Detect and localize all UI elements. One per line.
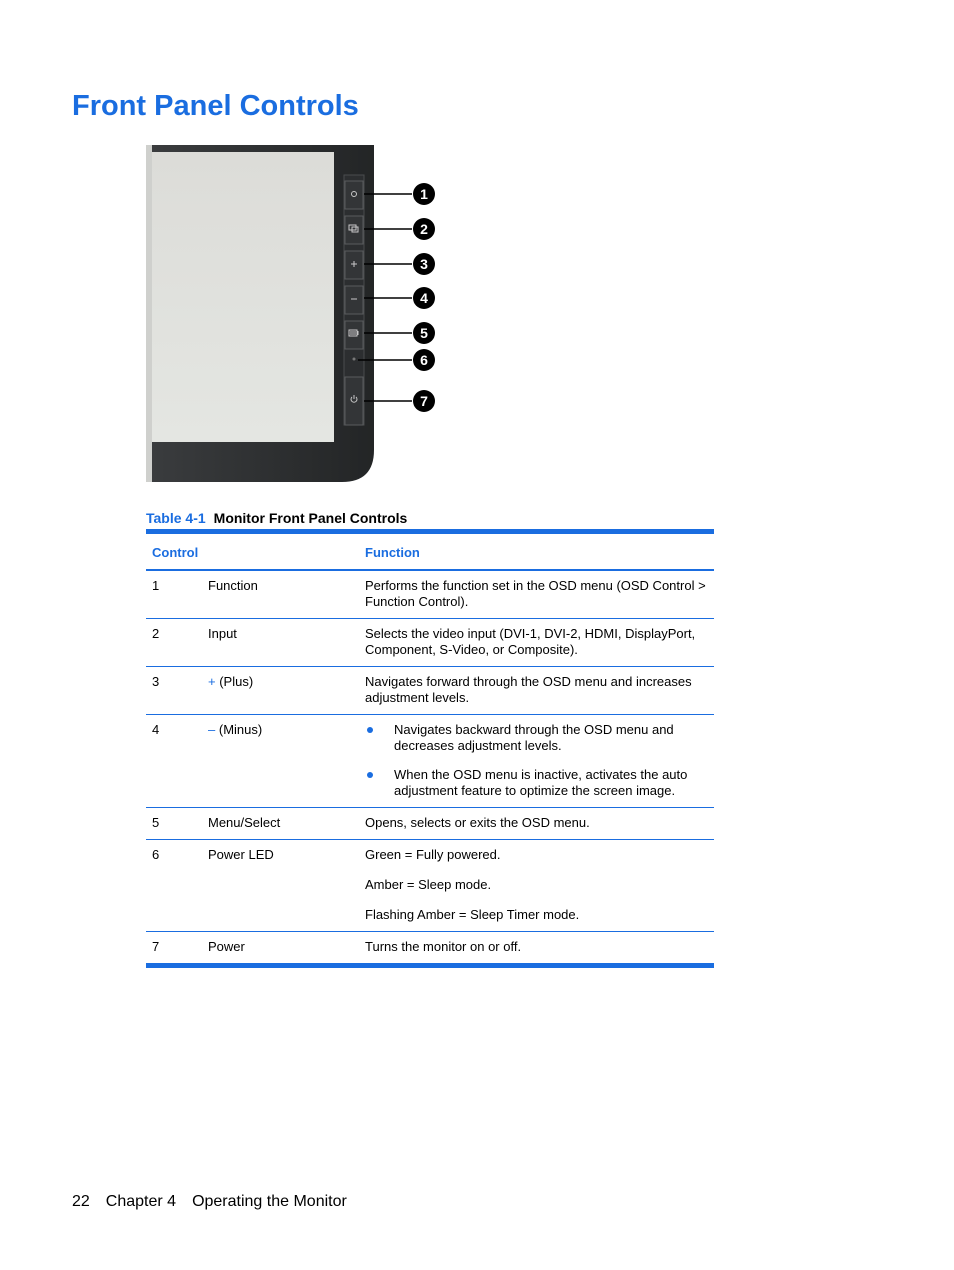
function-bullet-list xyxy=(365,722,708,799)
button-7 xyxy=(345,377,363,425)
control-name: Menu/Select xyxy=(202,808,359,840)
control-function xyxy=(359,715,714,808)
function-line: Green = Fully powered. xyxy=(365,847,501,862)
power-led-icon xyxy=(353,358,356,361)
table-header-row xyxy=(146,532,714,571)
table-caption xyxy=(146,510,407,526)
table-row xyxy=(146,570,714,619)
controls-table-wrapper xyxy=(146,529,714,968)
control-name xyxy=(202,715,359,808)
row-number: 6 xyxy=(146,840,202,932)
row-number: 4 xyxy=(146,715,202,808)
control-name: Power LED xyxy=(202,840,359,932)
header-function: Function xyxy=(359,532,714,571)
screen xyxy=(152,152,334,442)
callout-3: 3 xyxy=(420,256,428,272)
control-name-text: (Minus) xyxy=(218,722,263,737)
button-1 xyxy=(345,181,363,209)
control-function: Selects the video input (DVI-1, DVI-2, HDMI, DisplayPort, Component, S-Video, or Composite). xyxy=(359,619,714,667)
function-line: Amber = Sleep mode. xyxy=(365,877,492,892)
control-function xyxy=(359,840,714,932)
control-name: Power xyxy=(208,939,245,954)
bezel-shadow-edge xyxy=(146,145,152,482)
row-number: 1 xyxy=(146,570,202,619)
control-name xyxy=(202,667,359,715)
control-name-text: (Plus) xyxy=(219,674,254,689)
control-function: Performs the function set in the OSD menu (OSD Control > Function Control). xyxy=(359,570,714,619)
table-row xyxy=(146,619,714,667)
callout-4: 4 xyxy=(420,290,428,306)
table-row xyxy=(146,715,714,808)
row-number: 3 xyxy=(146,667,202,715)
row-number: 2 xyxy=(146,619,202,667)
row-number: 7 xyxy=(152,939,160,954)
list-item: When the OSD menu is inactive, activates the auto adjustment feature to optimize the screen image. xyxy=(365,767,708,799)
page-number: 22 xyxy=(72,1193,90,1210)
monitor-front-panel-figure xyxy=(146,145,446,485)
footer-chapter: Chapter 4 xyxy=(105,1193,177,1210)
callout-2: 2 xyxy=(420,221,428,237)
button-4 xyxy=(345,286,363,314)
table-row xyxy=(146,840,714,932)
callout-7: 7 xyxy=(420,393,428,409)
footer-chapter-title: Operating the Monitor xyxy=(192,1193,347,1210)
table-row xyxy=(146,808,714,840)
function-line: Flashing Amber = Sleep Timer mode. xyxy=(365,907,580,922)
list-item: Navigates backward through the OSD menu and decreases adjustment levels. xyxy=(365,722,708,754)
header-control: Control xyxy=(146,532,359,571)
page-footer xyxy=(72,1193,363,1211)
callout-6: 6 xyxy=(420,352,428,368)
minus-symbol: – xyxy=(208,722,216,737)
control-function: Opens, selects or exits the OSD menu. xyxy=(359,808,714,840)
controls-table xyxy=(146,529,714,968)
callout-5: 5 xyxy=(420,325,428,341)
table-row xyxy=(146,667,714,715)
page-title: Front Panel Controls xyxy=(72,90,359,122)
control-function: Navigates forward through the OSD menu and increases adjustment levels. xyxy=(359,667,714,715)
control-name: Function xyxy=(202,570,359,619)
monitor-bezel-illustration xyxy=(146,145,446,485)
callout-1: 1 xyxy=(420,186,428,202)
plus-symbol: + xyxy=(208,674,216,689)
table-caption-number: Table 4-1 xyxy=(146,510,206,526)
row-number: 5 xyxy=(146,808,202,840)
control-function: Turns the monitor on or off. xyxy=(365,939,522,954)
button-5 xyxy=(345,321,363,349)
control-name: Input xyxy=(202,619,359,667)
table-row xyxy=(146,932,714,966)
table-caption-text: Monitor Front Panel Controls xyxy=(213,510,408,526)
